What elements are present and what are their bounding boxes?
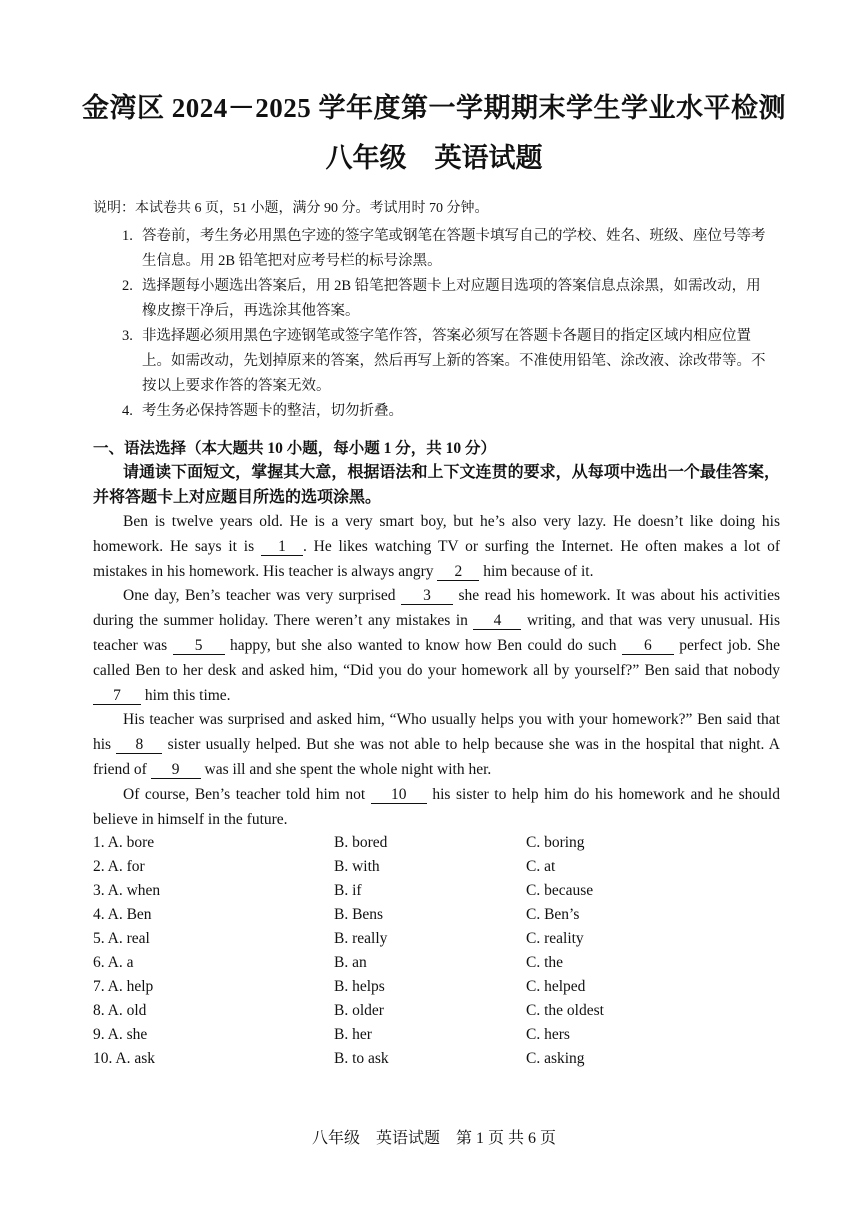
answer-blank: 6 [622, 637, 674, 655]
passage-paragraph [93, 584, 780, 708]
answer-blank: 3 [401, 587, 453, 605]
option-row [93, 858, 783, 882]
passage-text: happy, but she also wanted to know how Ben could do such [224, 636, 622, 654]
answer-blank: 2 [437, 563, 479, 581]
option-a: 6. A. a [93, 954, 134, 971]
option-b: B. really [334, 930, 388, 947]
grade-label: 八年级 [325, 143, 407, 173]
option-c: C. Ben’s [526, 906, 580, 923]
option-b: B. to ask [334, 1050, 389, 1067]
option-row [93, 1002, 783, 1026]
instructions-intro: 说明：本试卷共 6 页，51 小题，满分 90 分。考试用时 70 分钟。 [93, 201, 489, 216]
subject-label: 英语试题 [434, 143, 543, 173]
note-item [122, 324, 772, 399]
passage-text: his sister to help him do his homework and he should believe in himself in the future. [93, 785, 780, 828]
option-row [93, 906, 783, 930]
answer-blank: 10 [371, 786, 427, 804]
option-b: B. her [334, 1026, 372, 1043]
note-text: 选择题每小题选出答案后，用 2B 铅笔把答题卡上对应题目选项的答案信息点涂黑，如需改动，用橡皮擦干净后，再选涂其他答案。 [142, 278, 761, 319]
answer-blank: 1 [261, 538, 303, 556]
option-c: C. boring [526, 834, 585, 851]
option-b: B. bored [334, 834, 388, 851]
option-c: C. at [526, 858, 556, 875]
option-row [93, 930, 783, 954]
answer-blank: 8 [116, 736, 162, 754]
note-number: 1. [122, 228, 133, 244]
option-a: 8. A. old [93, 1002, 147, 1019]
note-item [122, 274, 772, 324]
option-row [93, 882, 783, 906]
option-c: C. helped [526, 978, 586, 995]
answer-blank: 5 [173, 637, 225, 655]
option-a: 9. A. she [93, 1026, 148, 1043]
exam-title: 金湾区 2024－2025 学年度第一学期期末学生学业水平检测 [82, 93, 786, 123]
option-c: C. because [526, 882, 594, 899]
passage-text: him because of it. [479, 562, 594, 580]
passage-text: perfect job. She called Ben to her desk and asked him, “Did you do your homework all by yourself?” Ben said that nobody [93, 636, 780, 679]
passage-text: him this time. [141, 686, 231, 704]
option-b: B. an [334, 954, 367, 971]
option-c: C. reality [526, 930, 584, 947]
passage-text: . He likes watching TV or surfing the Internet. He often makes a lot of mistakes in his homework. His teacher is always angry [93, 537, 780, 580]
option-a: 1. A. bore [93, 834, 155, 851]
note-item [122, 224, 772, 274]
option-a: 7. A. help [93, 978, 154, 995]
passage-text: One day, Ben’s teacher was very surprised [123, 587, 401, 605]
option-c: C. the oldest [526, 1002, 604, 1019]
answer-options [93, 834, 783, 1074]
option-a: 4. A. Ben [93, 906, 152, 923]
passage-paragraph [93, 708, 780, 782]
option-row [93, 978, 783, 1002]
option-b: B. helps [334, 978, 385, 995]
option-c: C. hers [526, 1026, 570, 1043]
note-text: 考生务必保持答题卡的整洁，切勿折叠。 [142, 403, 403, 419]
instructions-notes [122, 224, 772, 424]
answer-blank: 9 [151, 761, 201, 779]
passage-paragraph [93, 510, 780, 584]
passage-text: was ill and she spent the whole night with her. [200, 760, 492, 778]
option-b: B. Bens [334, 906, 384, 923]
passage-text: His teacher was surprised and asked him, “Who usually helps you with your homework?” Ben said that his [93, 711, 780, 754]
option-b: B. with [334, 858, 380, 875]
passage-text: writing, and that was very unusual. His teacher was [93, 612, 781, 654]
option-b: B. older [334, 1002, 384, 1019]
option-a: 3. A. when [93, 882, 161, 899]
answer-blank: 4 [473, 612, 521, 630]
option-c: C. the [526, 954, 564, 971]
passage-text: she read his homework. It was about his activities during the summer holiday. There weren’t any mistakes in [93, 587, 780, 630]
exam-subtitle [0, 136, 868, 175]
passage-paragraph [93, 783, 780, 833]
option-a: 5. A. real [93, 930, 150, 947]
option-a: 2. A. for [93, 858, 145, 875]
option-row [93, 954, 783, 978]
option-row [93, 1050, 783, 1074]
note-number: 2. [122, 278, 133, 294]
passage-text: sister usually helped. But she was not able to help because she was in the hospital that night. A friend of [93, 736, 781, 778]
reading-passage [93, 510, 780, 832]
option-row [93, 1026, 783, 1050]
page-footer: 八年级 英语试题 第 1 页 共 6 页 [311, 1130, 556, 1147]
note-number: 4. [122, 403, 133, 419]
option-row [93, 834, 783, 858]
passage-text: Of course, Ben’s teacher told him not [123, 785, 371, 803]
passage-text: Ben is twelve years old. He is a very smart boy, but he’s also very lazy. He doesn’t like doing his homework. He says it is [93, 513, 780, 555]
note-number: 3. [122, 328, 133, 344]
option-c: C. asking [526, 1050, 585, 1067]
section-heading: 一、语法选择（本大题共 10 小题，每小题 1 分，共 10 分） [93, 440, 497, 457]
answer-blank: 7 [93, 687, 141, 705]
section-instruction: 请通读下面短文，掌握其大意，根据语法和上下文连贯的要求，从每项中选出一个最佳答案，并将答题卡上对应题目所选的选项涂黑。 [93, 464, 780, 506]
option-b: B. if [334, 882, 362, 899]
option-a: 10. A. ask [93, 1050, 155, 1067]
note-text: 答卷前，考生务必用黑色字迹的签字笔或钢笔在答题卡填写自己的学校、姓名、班级、座位号等考生信息。用 2B 铅笔把对应考号栏的标号涂黑。 [142, 228, 766, 269]
note-text: 非选择题必须用黑色字迹钢笔或签字笔作答，答案必须写在答题卡各题目的指定区域内相应位置上。如需改动，先划掉原来的答案，然后再写上新的答案。不准使用铅笔、涂改液、涂改带等。不按以上要求作答的答案无效。 [142, 328, 766, 394]
note-item [122, 399, 772, 424]
